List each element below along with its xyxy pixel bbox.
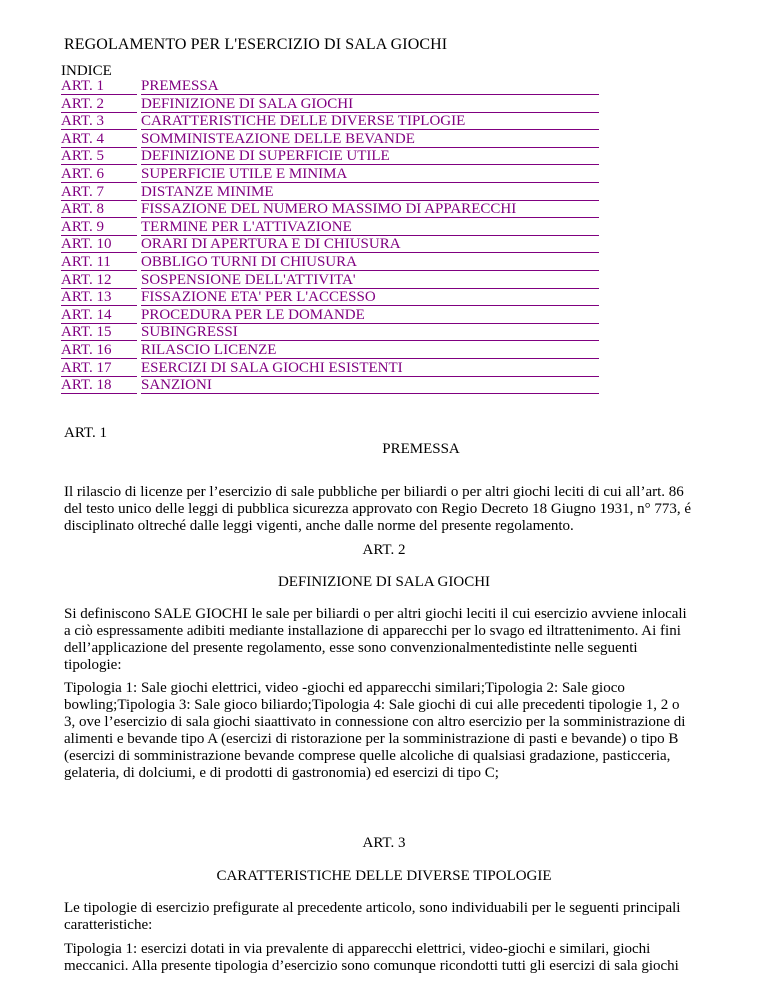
index-article-title-link[interactable]: DEFINIZIONE DI SALA GIOCHI <box>141 96 599 113</box>
index-row[interactable] <box>61 184 599 202</box>
index-row[interactable] <box>61 307 599 325</box>
index-article-number-link[interactable]: ART. 9 <box>61 219 137 236</box>
index-article-title-link[interactable]: SOSPENSIONE DELL'ATTIVITA' <box>141 272 599 289</box>
art1-heading: PREMESSA <box>382 441 460 457</box>
index-row[interactable] <box>61 113 599 131</box>
index-row[interactable] <box>61 289 599 307</box>
index-article-number-link[interactable]: ART. 4 <box>61 131 137 148</box>
index-article-title-link[interactable]: RILASCIO LICENZE <box>141 342 599 359</box>
index-article-number-link[interactable]: ART. 5 <box>61 148 137 165</box>
index-article-title-link[interactable]: SUBINGRESSI <box>141 324 599 341</box>
index-article-number-link[interactable]: ART. 8 <box>61 201 137 218</box>
document-title: REGOLAMENTO PER L'ESERCIZIO DI SALA GIOCHI <box>64 36 448 53</box>
art2-text-tipologie: Tipologia 1: Sale giochi elettrici, video -giochi ed apparecchi similari;Tipologia 2: Sale gioco bowling;Tipologia 3: Sale gioco biliardo;Tipologia 4: Sale giochi di cui alle precedenti tipologie 1, 2 o 3, ove l’esercizio di sala giochi siaattivato in connessione con altro esercizio per la somministrazione di alimenti e bevande tipo A (esercizi di ristorazione per la somministrazione di pasti e bevande) o tipo B (esercizi di somministrazione bevande comprese quelle alcoliche di qualsiasi gradazione, pasticceria, gelateria, di dolciumi, e di prodotti di gastronomia) ed esercizi di tipo C; <box>64 680 686 781</box>
art2-heading: DEFINIZIONE DI SALA GIOCHI <box>277 574 491 590</box>
index-row[interactable] <box>61 148 599 166</box>
index-article-number-link[interactable]: ART. 2 <box>61 96 137 113</box>
art3-text-tipologia1: Tipologia 1: esercizi dotati in via prevalente di apparecchi elettrici, video-giochi e similari, giochi meccanici. Alla presente tipologia d’esercizio sono comunque ricondotti tutti gli esercizi di sala giochi <box>64 941 679 974</box>
index-article-number-link[interactable]: ART. 14 <box>61 307 137 324</box>
index-article-title-link[interactable]: FISSAZIONE ETA' PER L'ACCESSO <box>141 289 599 306</box>
index-row[interactable] <box>61 254 599 272</box>
index-row[interactable] <box>61 201 599 219</box>
index-article-title-link[interactable]: DISTANZE MINIME <box>141 184 599 201</box>
index-row[interactable] <box>61 360 599 378</box>
index-row[interactable] <box>61 342 599 360</box>
index-row[interactable] <box>61 272 599 290</box>
index-row[interactable] <box>61 236 599 254</box>
index-article-number-link[interactable]: ART. 15 <box>61 324 137 341</box>
index-article-title-link[interactable]: OBBLIGO TURNI DI CHIUSURA <box>141 254 599 271</box>
index-row[interactable] <box>61 131 599 149</box>
index-article-number-link[interactable]: ART. 12 <box>61 272 137 289</box>
index-article-title-link[interactable]: PROCEDURA PER LE DOMANDE <box>141 307 599 324</box>
index-row[interactable] <box>61 166 599 184</box>
index-article-title-link[interactable]: SUPERFICIE UTILE E MINIMA <box>141 166 599 183</box>
index-article-number-link[interactable]: ART. 6 <box>61 166 137 183</box>
index-article-number-link[interactable]: ART. 16 <box>61 342 137 359</box>
index-table <box>61 78 599 395</box>
index-heading: INDICE <box>61 63 112 79</box>
art3-heading: CARATTERISTICHE DELLE DIVERSE TIPOLOGIE <box>216 868 552 884</box>
index-article-title-link[interactable]: DEFINIZIONE DI SUPERFICIE UTILE <box>141 148 599 165</box>
index-article-title-link[interactable]: ESERCIZI DI SALA GIOCHI ESISTENTI <box>141 360 599 377</box>
art1-number: ART. 1 <box>64 425 107 441</box>
index-article-number-link[interactable]: ART. 17 <box>61 360 137 377</box>
art2-number: ART. 2 <box>362 542 406 558</box>
index-article-title-link[interactable]: CARATTERISTICHE DELLE DIVERSE TIPLOGIE <box>141 113 599 130</box>
index-article-title-link[interactable]: SOMMINISTEAZIONE DELLE BEVANDE <box>141 131 599 148</box>
index-article-title-link[interactable]: ORARI DI APERTURA E DI CHIUSURA <box>141 236 599 253</box>
index-row[interactable] <box>61 377 599 395</box>
index-article-number-link[interactable]: ART. 3 <box>61 113 137 130</box>
index-article-title-link[interactable]: SANZIONI <box>141 377 599 394</box>
index-row[interactable] <box>61 78 599 96</box>
index-row[interactable] <box>61 96 599 114</box>
index-article-number-link[interactable]: ART. 1 <box>61 78 137 95</box>
art1-text: Il rilascio di licenze per l’esercizio di sale pubbliche per biliardi o per altri giochi leciti di cui all’art. 86 del testo unico delle leggi di pubblica sicurezza approvato con Regio Decreto 18 Giugno 1931, n° 773, é disciplinato oltreché dalle leggi vigenti, anche dalle norme del presente regolamento. <box>64 484 692 534</box>
art2-text-intro: Si definiscono SALE GIOCHI le sale per biliardi o per altri giochi leciti il cui esercizio avviene inlocali a ciò espressamente adibiti mediante installazione di apparecchi per lo svago ed iltrattenimento. Ai fini dell’applicazione del presente regolamento, esse sono convenzionalmentedistinte nelle seguenti tipologie: <box>64 606 687 673</box>
index-article-number-link[interactable]: ART. 7 <box>61 184 137 201</box>
index-row[interactable] <box>61 324 599 342</box>
index-row[interactable] <box>61 219 599 237</box>
art3-number: ART. 3 <box>362 835 406 851</box>
index-article-number-link[interactable]: ART. 10 <box>61 236 137 253</box>
art3-text-intro: Le tipologie di esercizio prefigurate al precedente articolo, sono individuabili per le seguenti principali caratteristiche: <box>64 900 681 933</box>
index-article-number-link[interactable]: ART. 11 <box>61 254 137 271</box>
index-article-number-link[interactable]: ART. 13 <box>61 289 137 306</box>
index-article-title-link[interactable]: FISSAZIONE DEL NUMERO MASSIMO DI APPARECCHI <box>141 201 599 218</box>
index-article-number-link[interactable]: ART. 18 <box>61 377 137 394</box>
index-article-title-link[interactable]: TERMINE PER L'ATTIVAZIONE <box>141 219 599 236</box>
index-article-title-link[interactable]: PREMESSA <box>141 78 599 95</box>
